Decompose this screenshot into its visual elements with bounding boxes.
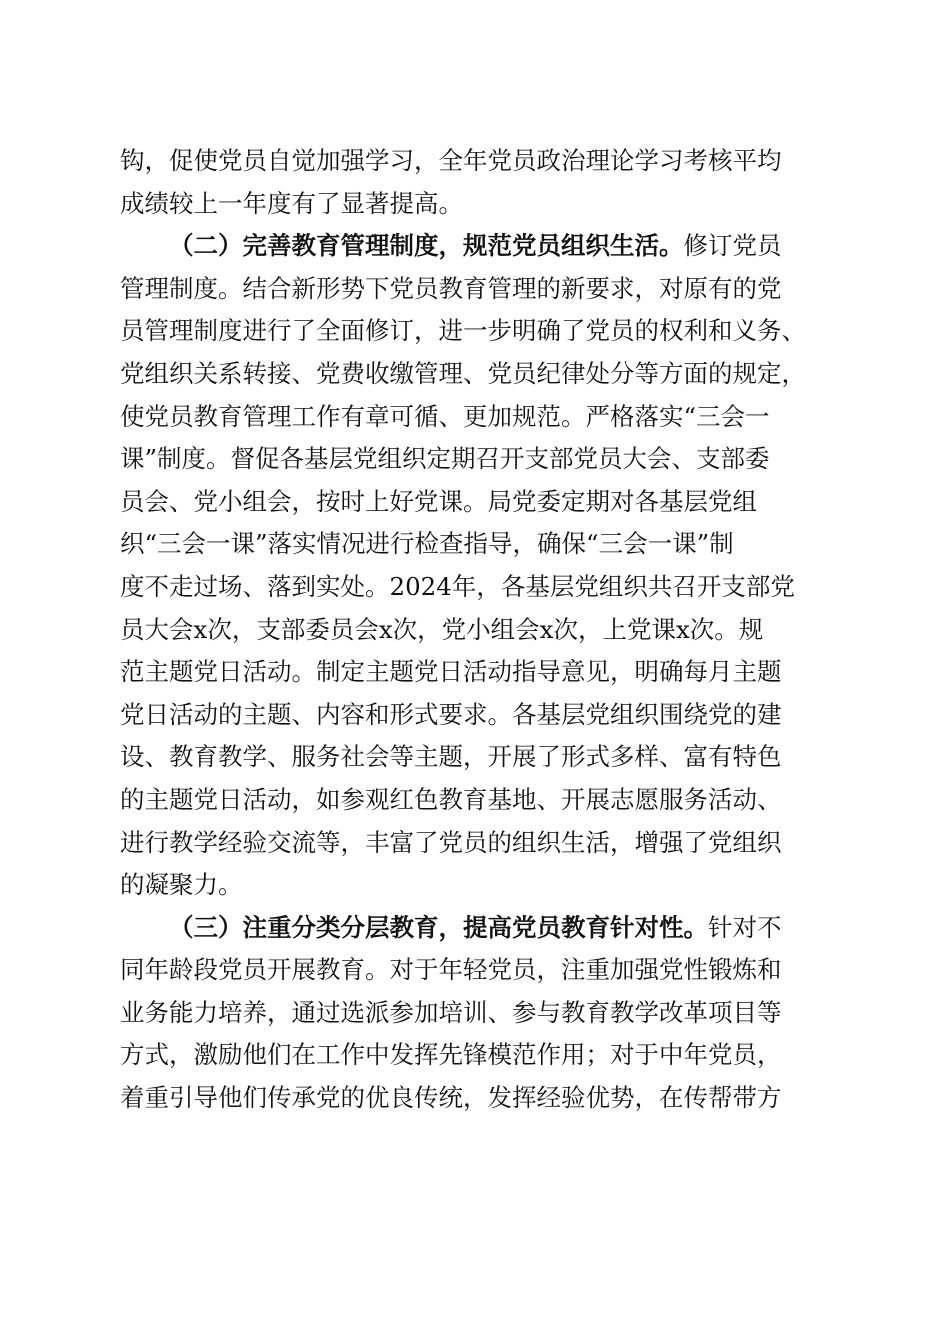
text-line: 的凝聚力。 [120, 870, 243, 900]
text-line: 业务能力培养，通过选派参加培训、参与教育教学改革项目等 [120, 997, 782, 1027]
text-line: 使党员教育管理工作有章可循、更加规范。严格落实“三会一 [120, 401, 770, 431]
text-line [120, 907, 830, 950]
text-line: 管理制度。结合新形势下党员教育管理的新要求，对原有的党 [120, 273, 782, 303]
section-heading-3: （三）注重分类分层教育，提高党员教育针对性。 [169, 912, 708, 942]
text-line: 员管理制度进行了全面修订，进一步明确了党员的权利和义务、 [120, 316, 806, 346]
text-line: 成绩较上一年度有了显著提高。 [120, 188, 463, 218]
text-span: 修订党员 [683, 231, 782, 261]
text-line: 范主题党日活动。制定主题党日活动指导意见，明确每月主题 [120, 657, 782, 687]
section-heading-2: （二）完善教育管理制度，规范党员组织生活。 [169, 231, 684, 261]
text-line: 党日活动的主题、内容和形式要求。各基层党组织围绕党的建 [120, 699, 782, 729]
text-line: 设、教育教学、服务社会等主题，开展了形式多样、富有特色 [120, 742, 782, 772]
text-line: 党组织关系转接、党费收缴管理、党员纪律处分等方面的规定， [120, 358, 806, 388]
text-line: 方式，激励他们在工作中发挥先锋模范作用；对于中年党员， [120, 1040, 782, 1070]
text-line: 员会、党小组会，按时上好党课。局党委定期对各基层党组 [120, 486, 757, 516]
document-body [120, 140, 830, 1120]
text-line: 钩，促使党员自觉加强学习，全年党员政治理论学习考核平均 [120, 146, 782, 175]
text-line [120, 225, 830, 268]
text-line: 度不走过场、落到实处。2024年，各基层党组织共召开支部党 [120, 571, 795, 601]
text-line: 同年龄段党员开展教育。对于年轻党员，注重加强党性锻炼和 [120, 955, 782, 985]
text-line: 织“三会一课”落实情况进行检查指导，确保“三会一课”制 [120, 529, 734, 559]
text-line: 着重引导他们传承党的优良传统，发挥经验优势，在传帮带方 [120, 1083, 782, 1113]
text-span: 针对不 [708, 912, 782, 942]
paragraph-3 [120, 907, 830, 1120]
paragraph-2 [120, 225, 830, 907]
text-line: 课”制度。督促各基层党组织定期召开支部党员大会、支部委 [120, 444, 770, 474]
text-line: 员大会x次，支部委员会x次，党小组会x次，上党课x次。规 [120, 614, 764, 644]
paragraph-1 [120, 140, 830, 225]
text-line: 进行教学经验交流等，丰富了党员的组织生活，增强了党组织 [120, 827, 782, 857]
text-line: 的主题党日活动，如参观红色教育基地、开展志愿服务活动、 [120, 784, 782, 814]
